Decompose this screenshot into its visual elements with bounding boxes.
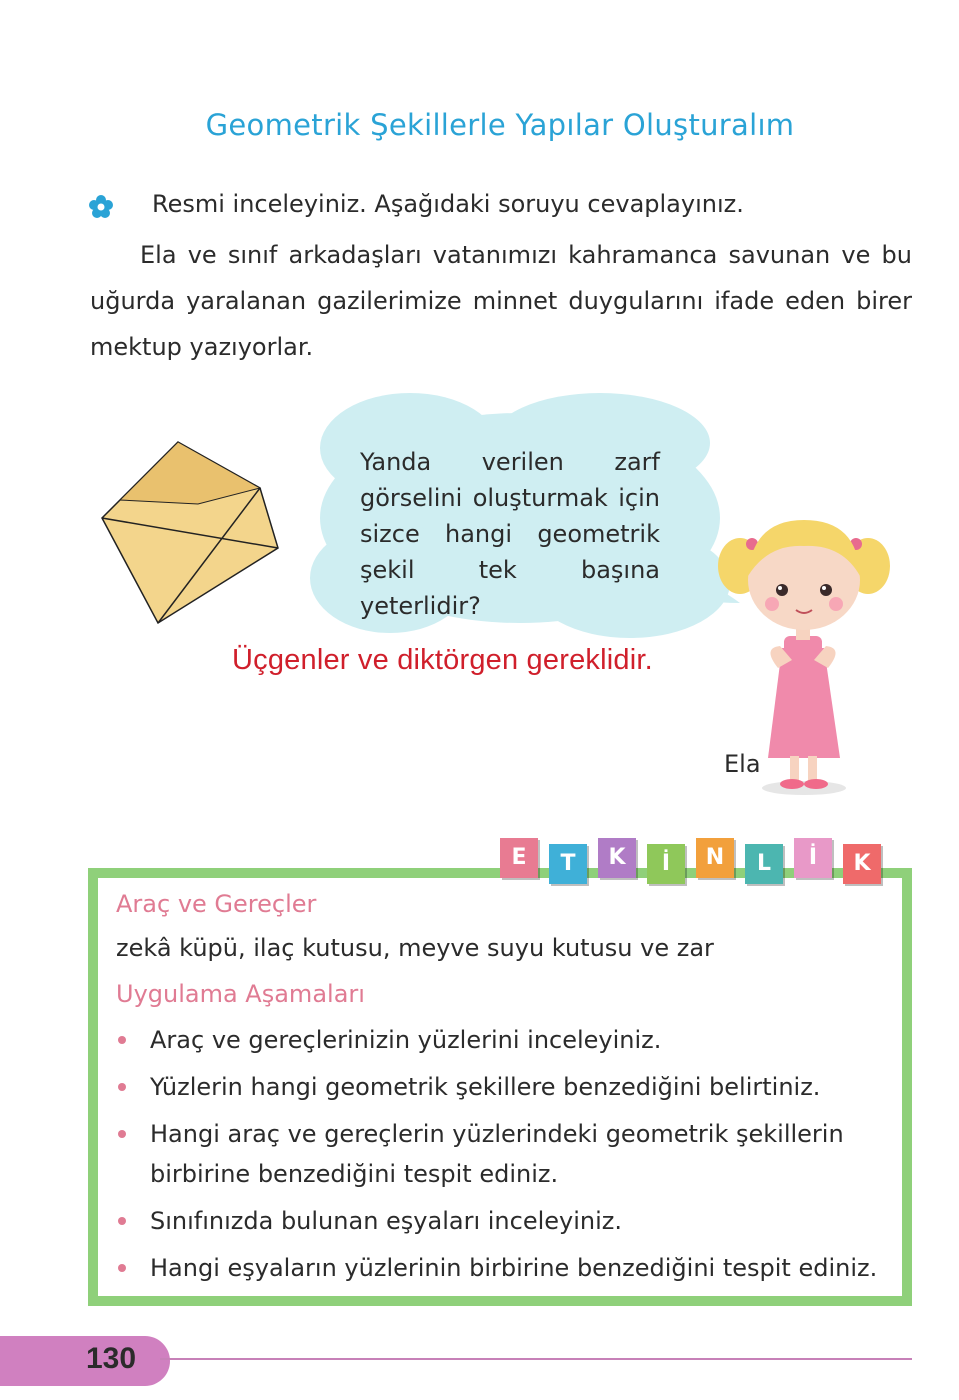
etkinlik-letter-tile: N	[696, 838, 734, 878]
intro-paragraph: Ela ve sınıf arkadaşları vatanımızı kahramanca savunan ve bu uğurda yaralanan gazilerimize minnet duygularını ifade eden birer mektup yazıyorlar.	[90, 241, 912, 361]
list-item: Sınıfınızda bulunan eşyaları inceleyiniz.	[116, 1201, 896, 1241]
flower-icon	[88, 194, 114, 220]
etkinlik-letter-tile: K	[598, 838, 636, 878]
etkinlik-letter-tile: İ	[647, 844, 685, 884]
etkinlik-letter-tile: İ	[794, 838, 832, 878]
footer-divider	[160, 1358, 912, 1360]
etkinlik-letter-tile: K	[843, 844, 881, 884]
list-item: Yüzlerin hangi geometrik şekillere benzediğini belirtiniz.	[116, 1067, 896, 1107]
list-item: Araç ve gereçlerinizin yüzlerini inceleyiniz.	[116, 1020, 896, 1060]
page-number-tab	[0, 1336, 170, 1386]
tools-list: zekâ küpü, ilaç kutusu, meyve suyu kutusu ve zar	[116, 934, 714, 962]
list-item: Hangi araç ve gereçlerin yüzlerindeki geometrik şekillerin birbirine benzediğini tespit ediniz.	[116, 1114, 896, 1194]
question-text: Yanda verilen zarf görselini oluşturmak için sizce hangi geometrik şekil tek başına yeterlidir?	[360, 448, 660, 620]
envelope-icon	[100, 440, 280, 625]
answer-text: Üçgenler ve diktörgen gereklidir.	[232, 644, 653, 676]
character-name: Ela	[724, 750, 761, 778]
etkinlik-letter-tile: T	[549, 844, 587, 884]
instruction-text: Resmi inceleyiniz. Aşağıdaki soruyu cevaplayınız.	[152, 190, 744, 218]
steps-list	[116, 1020, 896, 1295]
tools-heading: Araç ve Gereçler	[116, 890, 317, 918]
page-title: Geometrik Şekillerle Yapılar Oluşturalım	[205, 108, 795, 142]
steps-heading: Uygulama Aşamaları	[116, 980, 365, 1008]
list-item: Hangi eşyaların yüzlerinin birbirine benzediğini tespit ediniz.	[116, 1248, 896, 1288]
page-number: 130	[86, 1342, 137, 1375]
etkinlik-letter-tile: L	[745, 844, 783, 884]
etkinlik-letter-tile: E	[500, 838, 538, 878]
